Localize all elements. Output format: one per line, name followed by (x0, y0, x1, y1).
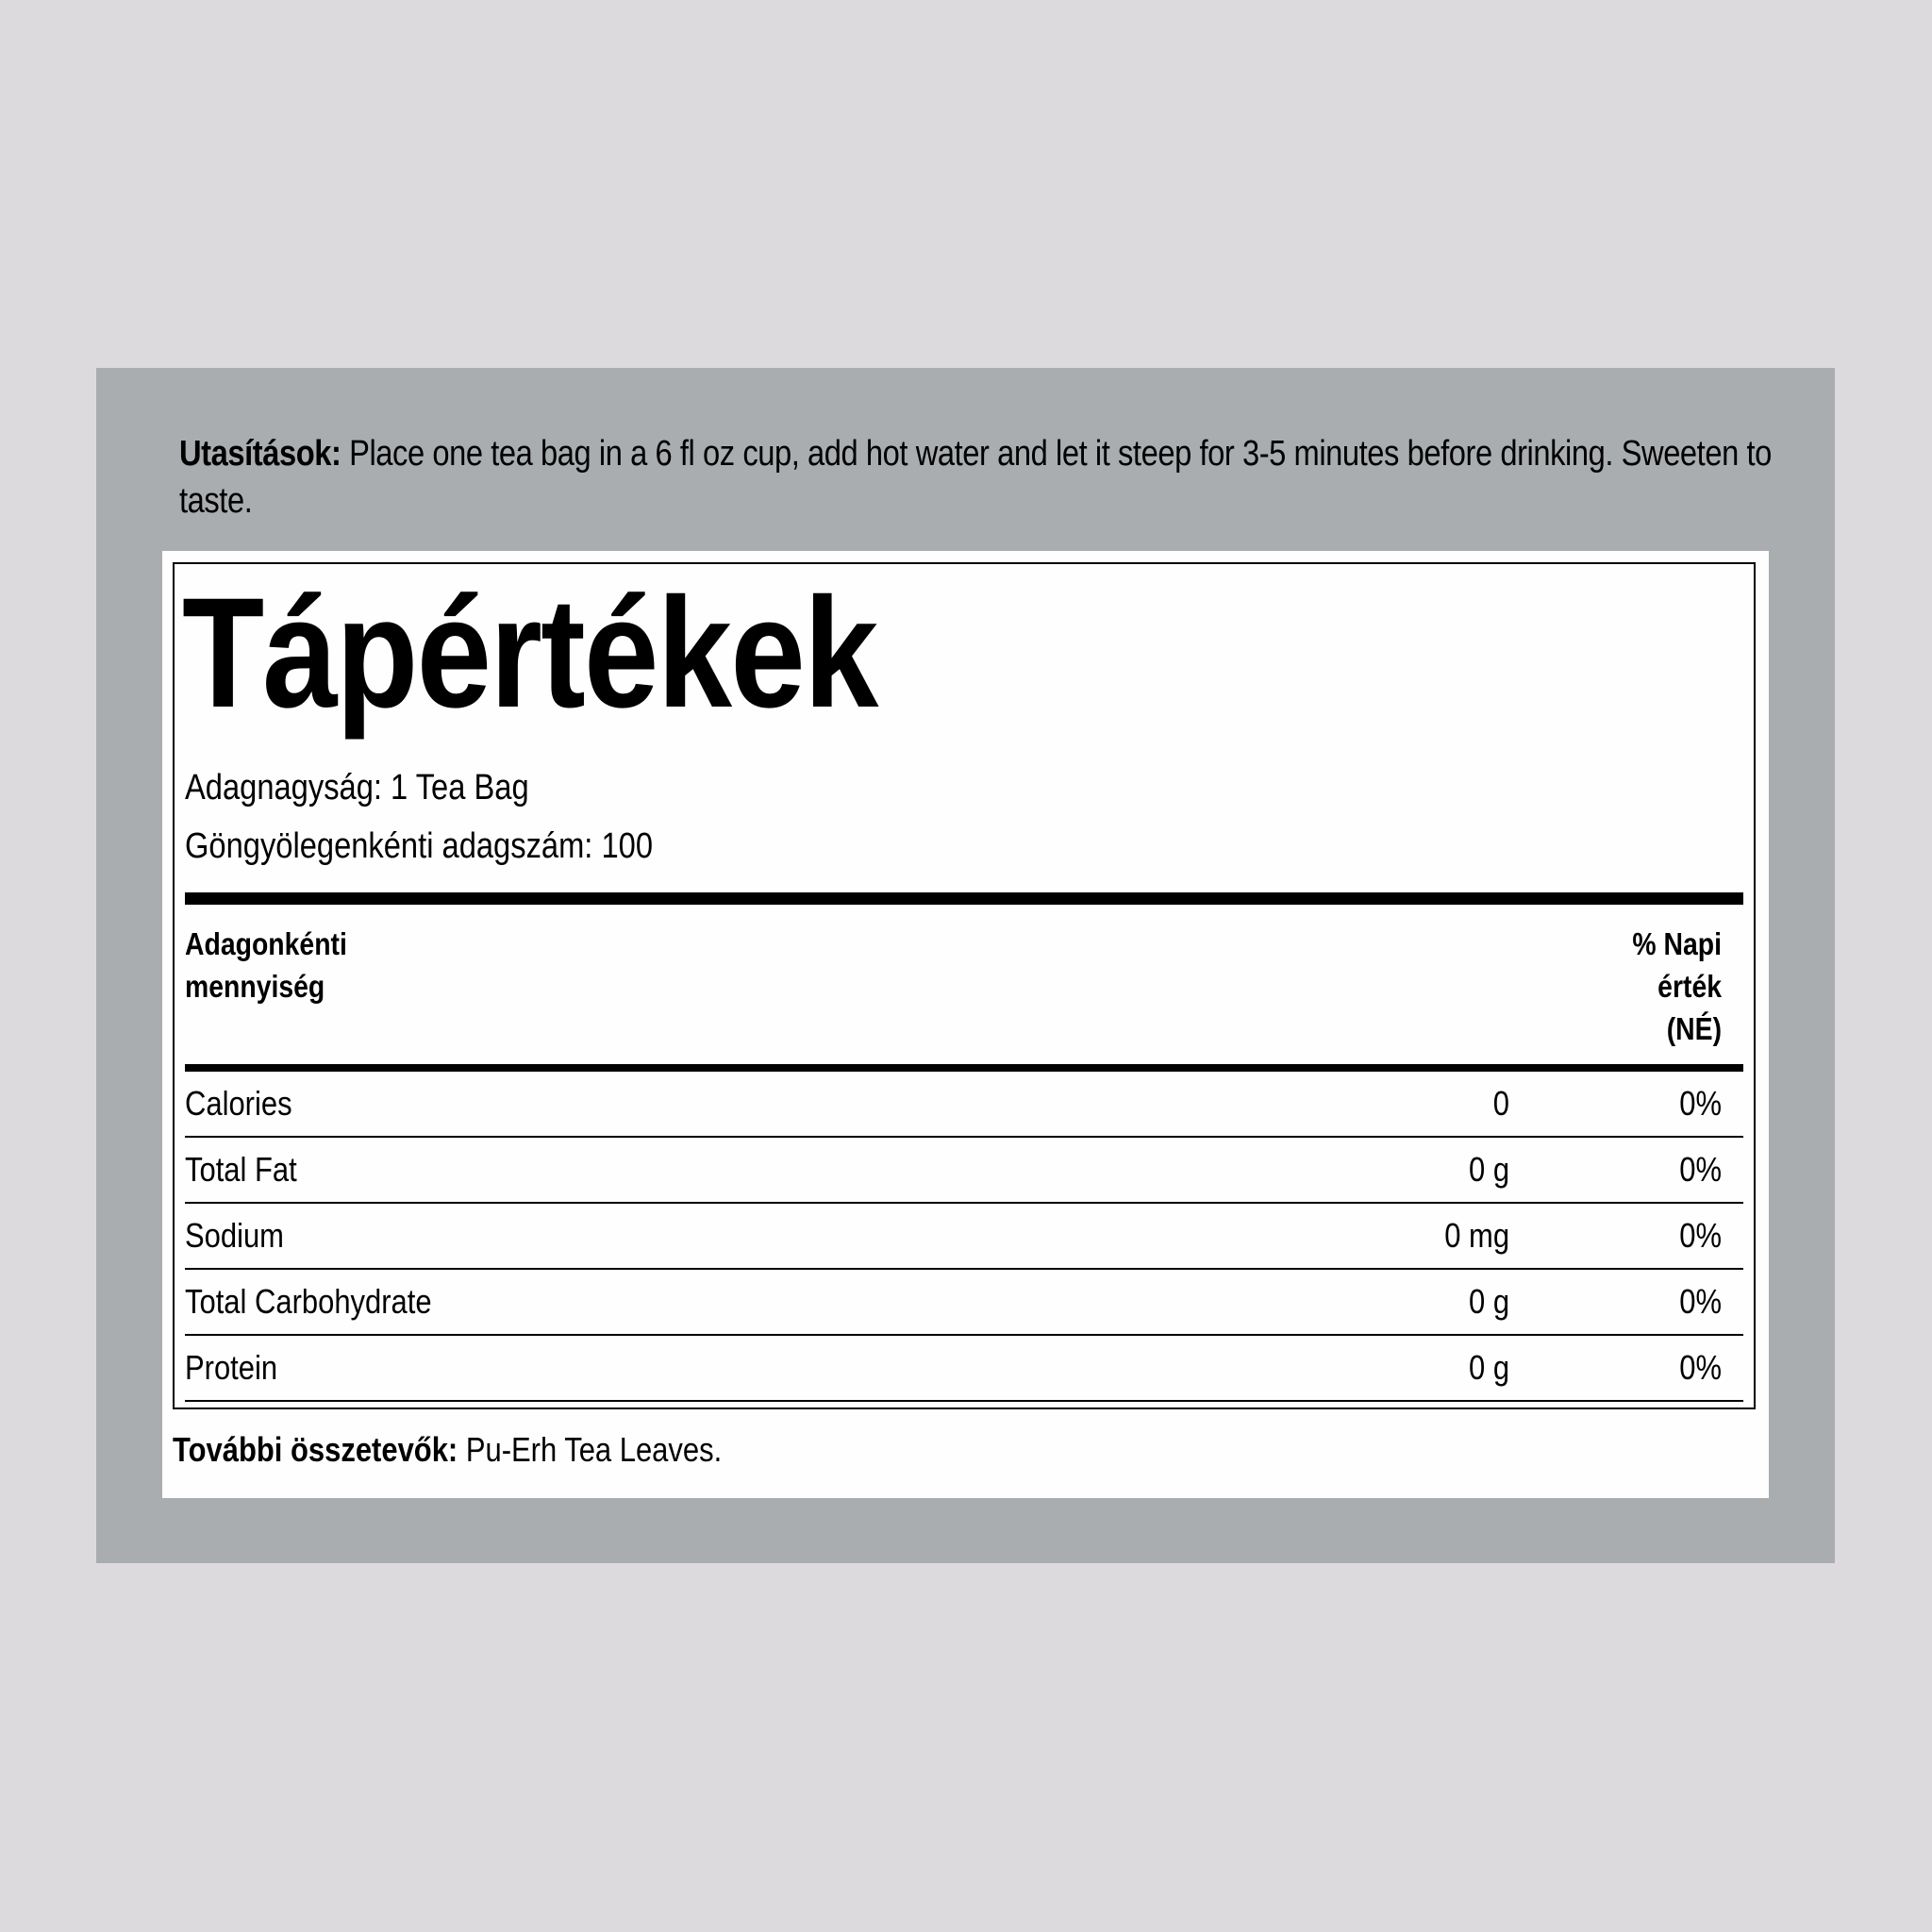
nutrient-row (185, 1270, 1743, 1336)
amount-per-serving-header (185, 923, 347, 1008)
header-right-line: (NÉ) (1666, 1011, 1722, 1046)
nutrient-row (185, 1138, 1743, 1204)
header-left-line: Adagonkénti (185, 926, 347, 961)
nutrient-daily-value: 0% (1679, 1348, 1722, 1387)
nutrient-amount: 0 g (1468, 1348, 1509, 1387)
directions-text (179, 430, 1786, 525)
nutrient-name: Sodium (185, 1216, 284, 1255)
nutrient-name: Total Fat (185, 1150, 297, 1189)
directions-body: Place one tea bag in a 6 fl oz cup, add hot water and let it steep for 3-5 minutes before drinking. Sweeten to taste. (179, 434, 1772, 521)
other-ingredients (173, 1428, 722, 1472)
nutrient-table (185, 1072, 1743, 1402)
nutrition-facts-title: Tápértékek (182, 566, 877, 741)
nutrient-name: Calories (185, 1084, 292, 1123)
nutrient-name: Total Carbohydrate (185, 1282, 432, 1321)
nutrient-amount: 0 g (1468, 1150, 1509, 1189)
daily-value-header (1632, 923, 1722, 1050)
nutrient-name: Protein (185, 1348, 278, 1387)
nutrient-amount: 0 g (1468, 1282, 1509, 1321)
thick-divider-top (185, 892, 1743, 905)
nutrient-amount: 0 (1492, 1084, 1509, 1123)
other-ingredients-text: Pu-Erh Tea Leaves. (458, 1430, 723, 1469)
nutrient-row (185, 1072, 1743, 1138)
header-right-line: érték (1657, 969, 1722, 1004)
directions-lead: Utasítások: (179, 434, 341, 474)
serving-size: Adagnagyság: 1 Tea Bag (185, 768, 529, 808)
nutrient-daily-value: 0% (1679, 1282, 1722, 1321)
other-ingredients-lead: További összetevők: (173, 1430, 458, 1469)
nutrient-row (185, 1204, 1743, 1270)
header-right-line: % Napi (1632, 926, 1722, 961)
nutrition-facts-box (173, 562, 1756, 1409)
nutrient-row (185, 1336, 1743, 1402)
header-left-line: mennyiség (185, 969, 325, 1004)
nutrition-label-card (162, 551, 1769, 1498)
thick-divider-header (185, 1064, 1743, 1072)
nutrient-daily-value: 0% (1679, 1084, 1722, 1123)
nutrient-daily-value: 0% (1679, 1216, 1722, 1255)
servings-per-container: Göngyölegenkénti adagszám: 100 (185, 826, 654, 866)
nutrient-daily-value: 0% (1679, 1150, 1722, 1189)
label-panel (96, 368, 1835, 1563)
nutrient-amount: 0 mg (1444, 1216, 1509, 1255)
